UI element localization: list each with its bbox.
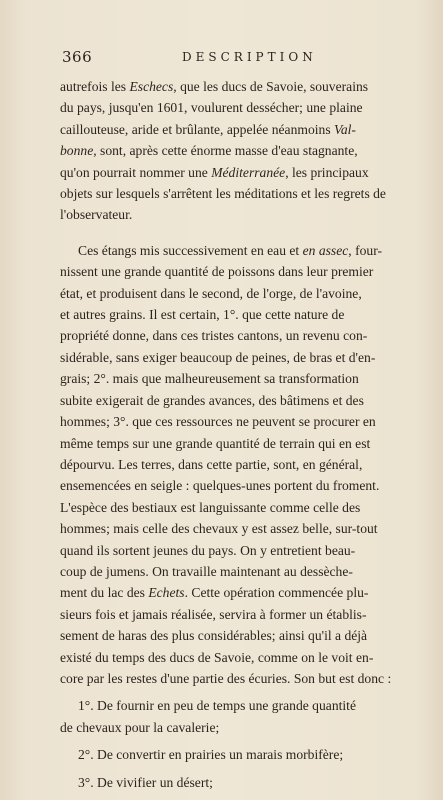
body-text	[60, 76, 438, 793]
paragraph-2	[60, 240, 438, 690]
page-number: 366	[62, 48, 93, 66]
list-item-1	[60, 695, 438, 738]
text-line: même temps sur une grande quantité de terrain qui en est	[60, 435, 371, 451]
text-line: subite exigerait de grandes avances, des bâtimens et des	[60, 392, 364, 408]
text-line: dépourvu. Les terres, dans cette partie, sont, en général,	[60, 456, 363, 472]
running-title: DESCRIPTION	[182, 50, 317, 64]
text-line: quand ils sortent jeunes du pays. On y entretient beau-	[60, 542, 356, 558]
list-item-3	[60, 772, 438, 793]
text-line: et autres grains. Il est certain, 1°. que cette nature de	[60, 307, 345, 323]
text-line: autrefois les Eschecs, que les ducs de Savoie, souverains	[60, 79, 369, 94]
text-line: existé du temps des ducs de Savoie, comme on le voit en-	[60, 649, 374, 665]
text-line: Ces étangs mis successivement en eau et en assec, four-	[78, 242, 382, 258]
text-line: état, et produisent dans le second, de l'orge, de l'avoine,	[60, 285, 362, 301]
text-line: coup de jumens. On travaille maintenant au dessèche-	[60, 563, 353, 579]
text-line: 2°. De convertir en prairies un marais morbifère;	[78, 747, 344, 763]
text-line: ensemencées en seigle : quelques-unes portent du froment.	[60, 478, 380, 494]
text-line: nissent une grande quantité de poissons dans leur premier	[60, 264, 374, 280]
text-line: bonne, sont, après cette énorme masse d'eau stagnante,	[60, 143, 358, 159]
text-line: ment du lac des Echets. Cette opération commencée plu-	[60, 585, 369, 601]
text-line: propriété donne, dans ces tristes cantons, un revenu con-	[60, 328, 368, 344]
paragraph-1	[60, 76, 438, 226]
list-item-2	[60, 744, 438, 765]
text-line: de chevaux pour la cavalerie;	[60, 719, 220, 735]
text-line: sieurs fois et jamais réalisée, servira à former un établis-	[60, 606, 367, 622]
page-header	[62, 48, 413, 68]
text-line: caillouteuse, aride et brûlante, appelée néanmoins Val-	[60, 121, 356, 137]
text-line: 3°. De vivifier un désert;	[78, 774, 213, 790]
text-line: l'observateur.	[60, 207, 133, 223]
text-line: sement de haras des plus considérables; ainsi qu'il a déjà	[60, 628, 368, 644]
text-line: core par les restes d'une partie des écuries. Son but est donc :	[60, 670, 392, 686]
text-line: grais; 2°. mais que malheureusement sa transformation	[60, 371, 359, 387]
text-line: sidérable, sans exiger beaucoup de peines, de bras et d'en-	[60, 349, 376, 365]
text-line: hommes; 3°. que ces ressources ne peuvent se procurer en	[60, 414, 376, 430]
text-line: du pays, jusqu'en 1601, voulurent dessécher; une plaine	[60, 100, 363, 116]
text-line: L'espèce des bestiaux est languissante comme celle des	[60, 499, 361, 515]
text-line: 1°. De fournir en peu de temps une grande quantité	[78, 698, 356, 714]
text-line: objets sur lesquels s'arrêtent les méditations et les regrets de	[60, 186, 386, 202]
text-line: hommes; mais celle des chevaux y est assez belle, sur-tout	[60, 521, 378, 537]
text-line: qu'on pourrait nommer une Méditerranée, les principaux	[60, 164, 369, 180]
